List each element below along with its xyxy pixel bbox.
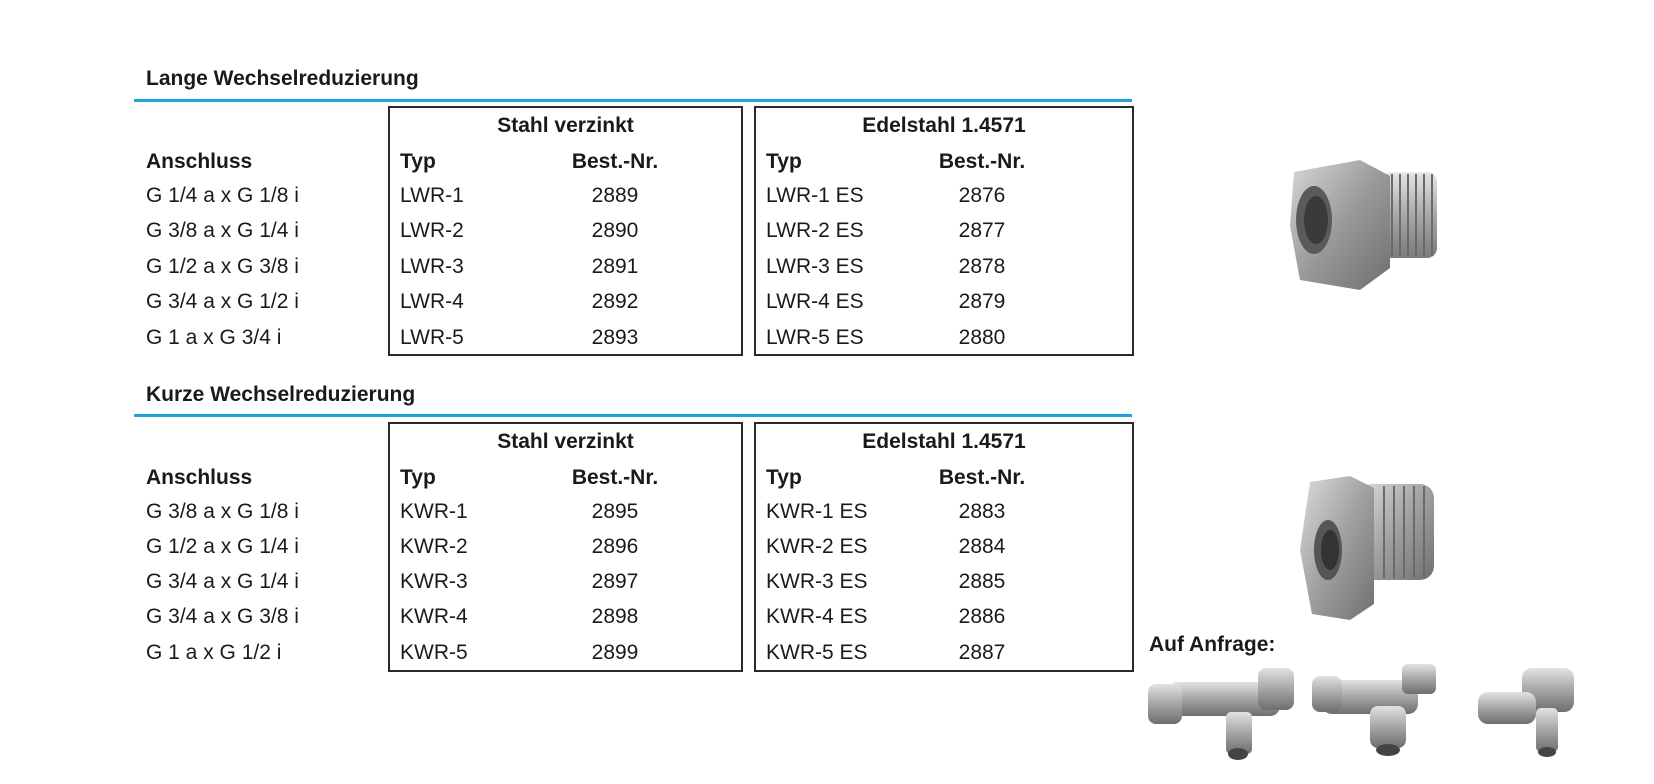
nr-cell: 2886 [958,605,1006,628]
nr-cell: 2877 [958,219,1006,242]
tee-fitting-1-image [1148,664,1298,764]
typ-cell: LWR-1 ES [766,184,864,207]
anschluss-cell: G 1/2 a x G 3/8 i [146,255,299,278]
typ-cell: KWR-1 ES [766,500,868,523]
tee-fitting-2-image [1312,664,1442,764]
nr-cell: 2889 [591,184,639,207]
col-best-nr: Best.-Nr. [938,466,1026,489]
nr-cell: 2899 [591,641,639,664]
nr-cell: 2884 [958,535,1006,558]
col-best-nr: Best.-Nr. [571,150,659,173]
col-typ: Typ [766,150,802,173]
typ-cell: LWR-2 ES [766,219,864,242]
short-reducer-fitting-image [1300,474,1450,624]
nr-cell: 2885 [958,570,1006,593]
nr-cell: 2891 [591,255,639,278]
typ-cell: LWR-1 [400,184,464,207]
col-anschluss: Anschluss [146,466,253,489]
typ-cell: KWR-3 ES [766,570,868,593]
col-best-nr: Best.-Nr. [571,466,659,489]
anschluss-cell: G 1/2 a x G 1/4 i [146,535,299,558]
col-typ: Typ [400,150,436,173]
anschluss-cell: G 1/4 a x G 1/8 i [146,184,299,207]
col-anschluss: Anschluss [146,150,253,173]
group-title: Edelstahl 1.4571 [862,114,1026,137]
group-title: Stahl verzinkt [497,114,634,137]
nr-cell: 2895 [591,500,639,523]
nr-cell: 2883 [958,500,1006,523]
typ-cell: LWR-4 [400,290,464,313]
anschluss-cell: G 3/8 a x G 1/4 i [146,219,299,242]
anschluss-cell: G 1 a x G 3/4 i [146,326,282,349]
anschluss-cell: G 3/4 a x G 1/2 i [146,290,299,313]
typ-cell: KWR-2 ES [766,535,868,558]
typ-cell: KWR-5 [400,641,468,664]
nr-cell: 2898 [591,605,639,628]
anschluss-cell: G 1 a x G 1/2 i [146,641,282,664]
typ-cell: KWR-4 ES [766,605,868,628]
typ-cell: LWR-5 ES [766,326,864,349]
anschluss-cell: G 3/4 a x G 1/4 i [146,570,299,593]
typ-cell: LWR-4 ES [766,290,864,313]
nr-cell: 2876 [958,184,1006,207]
angle-fitting-image [1478,664,1588,764]
group-title: Edelstahl 1.4571 [862,430,1026,453]
anschluss-cell: G 3/4 a x G 3/8 i [146,605,299,628]
typ-cell: KWR-1 [400,500,468,523]
group-title: Stahl verzinkt [497,430,634,453]
on-request-label: Auf Anfrage: [1149,633,1276,656]
typ-cell: KWR-3 [400,570,468,593]
typ-cell: LWR-3 ES [766,255,864,278]
nr-cell: 2878 [958,255,1006,278]
col-typ: Typ [766,466,802,489]
long-reducer-fitting-image [1290,150,1450,310]
nr-cell: 2892 [591,290,639,313]
typ-cell: KWR-5 ES [766,641,868,664]
section-rule [134,99,1132,102]
section-title: Lange Wechselreduzierung [146,67,419,90]
nr-cell: 2879 [958,290,1006,313]
nr-cell: 2897 [591,570,639,593]
nr-cell: 2890 [591,219,639,242]
typ-cell: KWR-2 [400,535,468,558]
typ-cell: KWR-4 [400,605,468,628]
typ-cell: LWR-2 [400,219,464,242]
nr-cell: 2896 [591,535,639,558]
section-rule [134,414,1132,417]
nr-cell: 2887 [958,641,1006,664]
col-best-nr: Best.-Nr. [938,150,1026,173]
col-typ: Typ [400,466,436,489]
typ-cell: LWR-3 [400,255,464,278]
typ-cell: LWR-5 [400,326,464,349]
anschluss-cell: G 3/8 a x G 1/8 i [146,500,299,523]
nr-cell: 2880 [958,326,1006,349]
nr-cell: 2893 [591,326,639,349]
section-title: Kurze Wechselreduzierung [146,383,416,406]
